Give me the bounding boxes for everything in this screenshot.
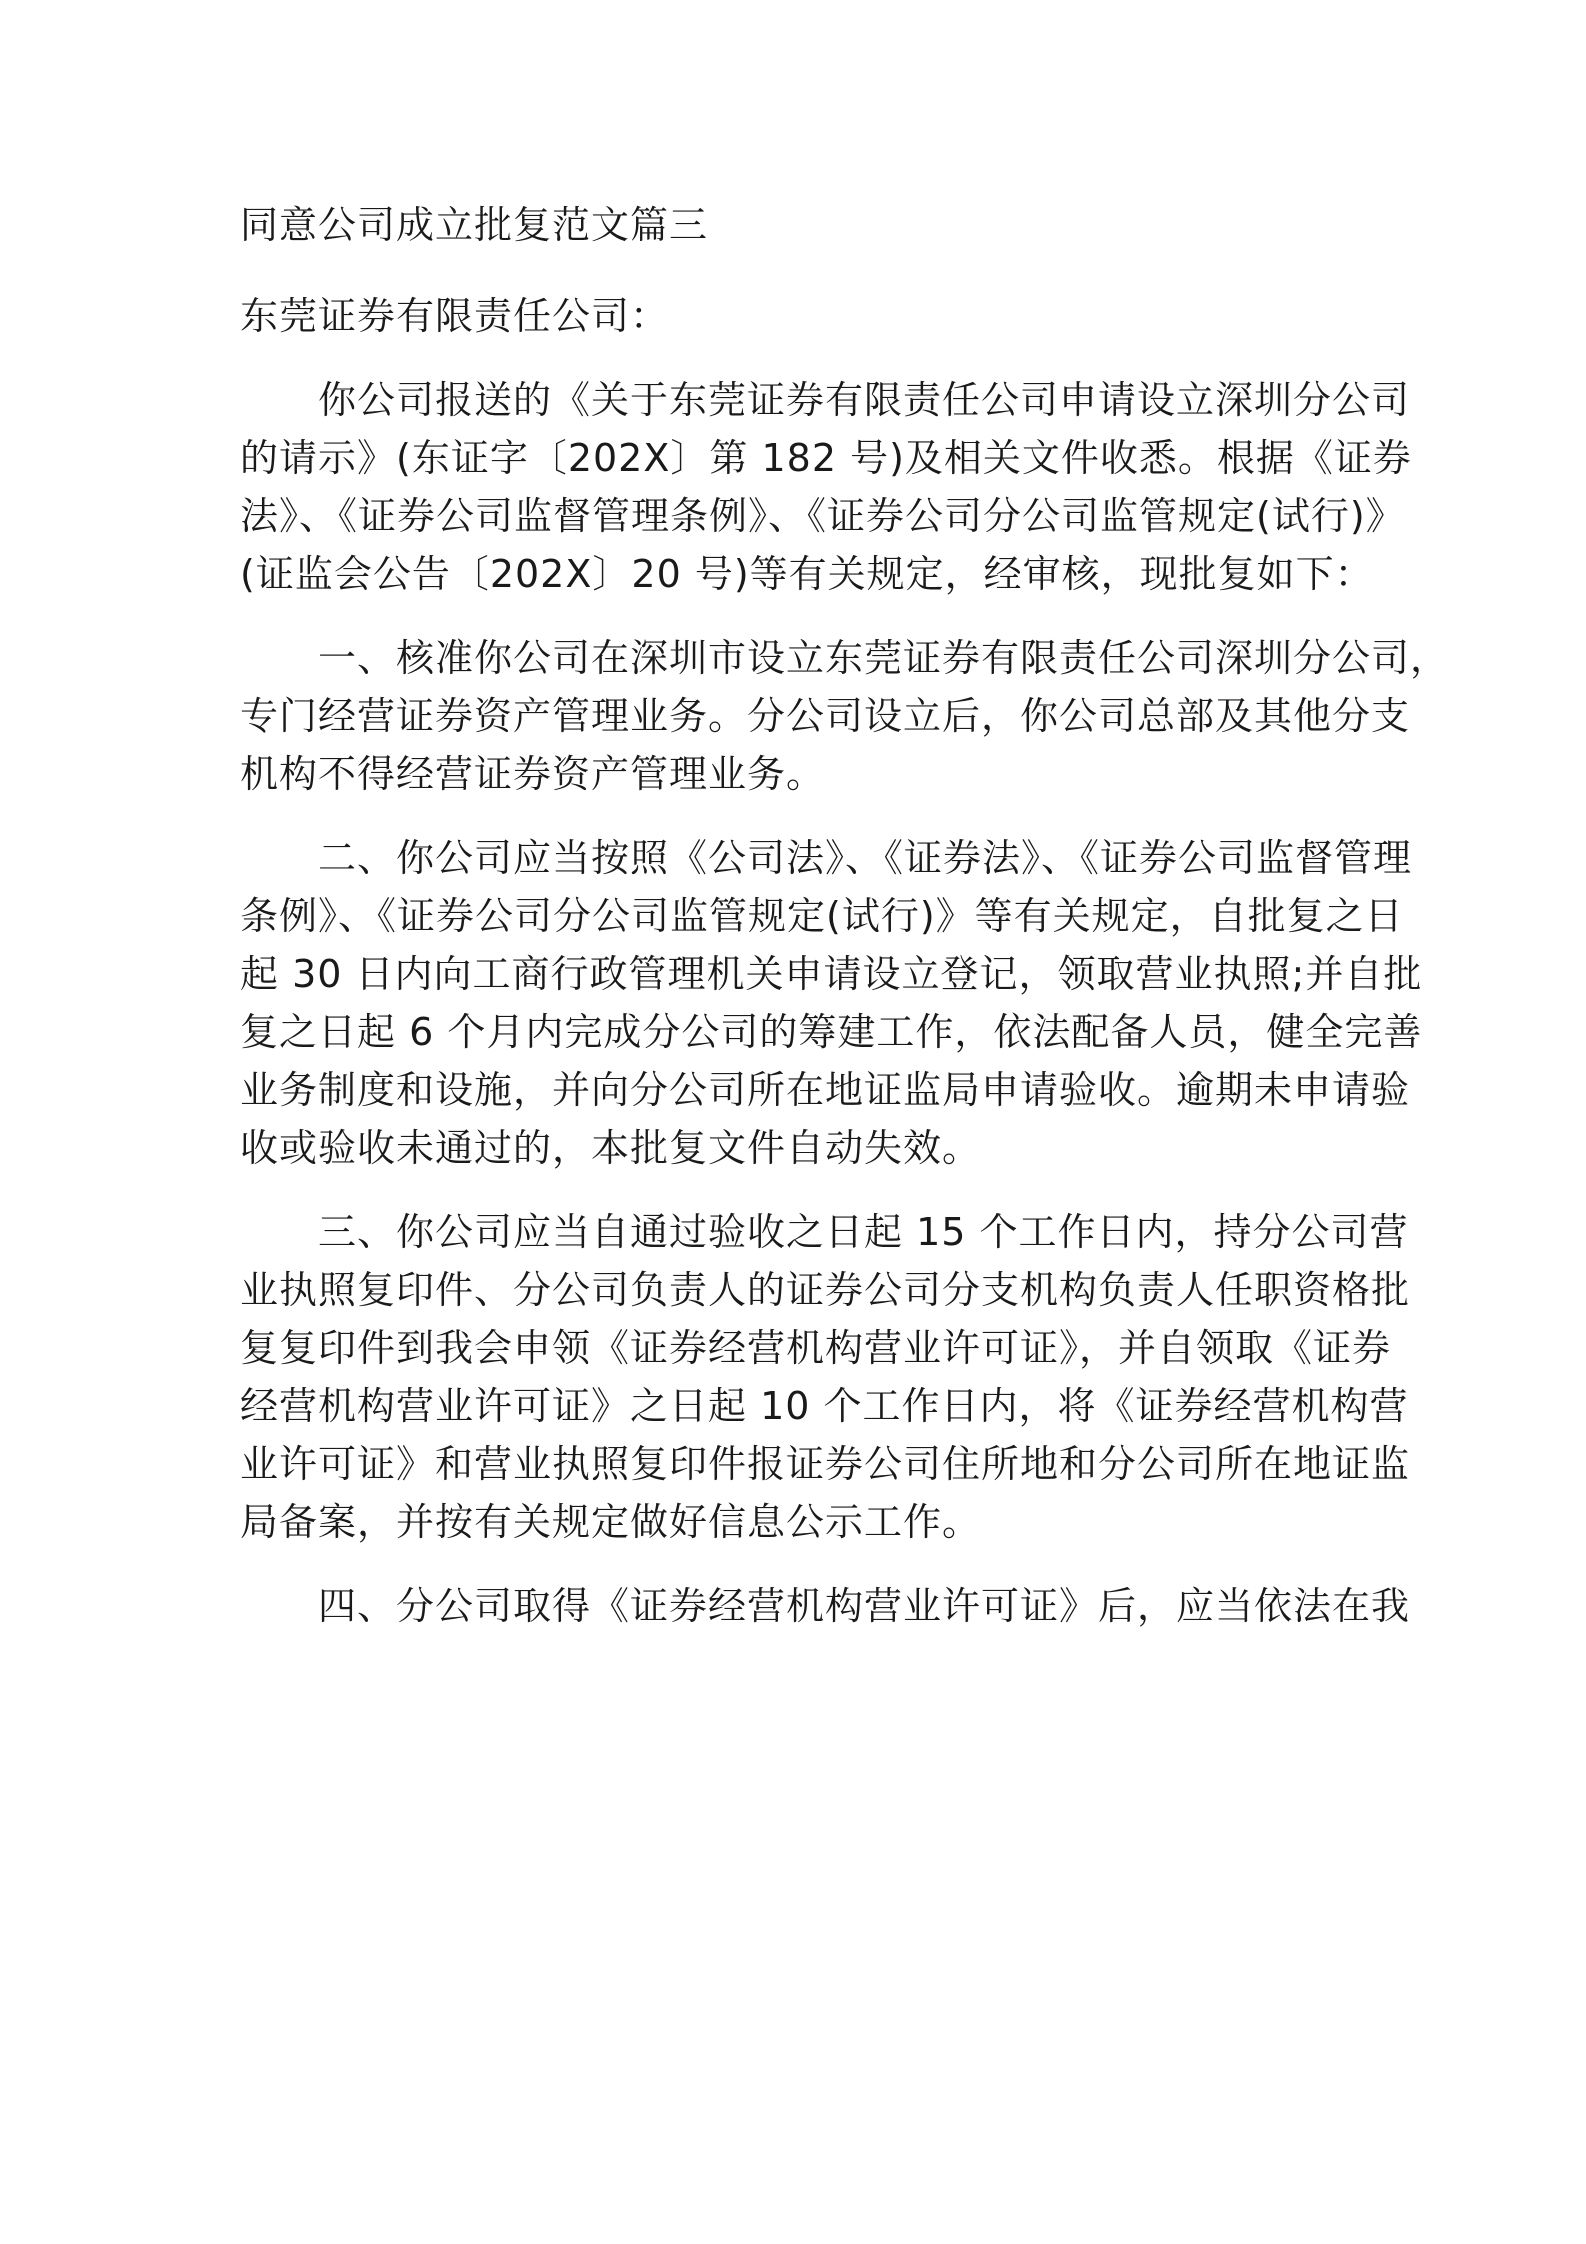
paragraph-line: 经营机构营业许可证》之日起 10 个工作日内，将《证券经营机构营	[240, 1384, 1409, 1428]
paragraph-line: 你公司报送的《关于东莞证券有限责任公司申请设立深圳分公司	[318, 378, 1411, 422]
paragraph-line: 复复印件到我会申领《证券经营机构营业许可证》，并自领取《证券	[240, 1326, 1392, 1370]
paragraph-line: 业许可证》和营业执照复印件报证券公司住所地和分公司所在地证监	[240, 1442, 1411, 1486]
paragraph-line: 四、分公司取得《证券经营机构营业许可证》后，应当依法在我	[318, 1584, 1411, 1628]
paragraph-line: 一、核准你公司在深圳市设立东莞证券有限责任公司深圳分公司，	[318, 636, 1450, 680]
paragraph-line: 复之日起 6 个月内完成分公司的筹建工作，依法配备人员，健全完善	[240, 1010, 1423, 1054]
addressee: 东莞证券有限责任公司：	[240, 294, 670, 338]
paragraph-line: 条例》、《证券公司分公司监管规定(试行)》等有关规定，自批复之日	[240, 894, 1404, 938]
paragraph-2	[240, 629, 1450, 803]
paragraph-line: 二、你公司应当按照《公司法》、《证券法》、《证券公司监督管理	[318, 836, 1413, 880]
paragraph-line: (证监会公告〔202X〕20 号)等有关规定，经审核，现批复如下：	[240, 552, 1374, 596]
paragraph-line: 起 30 日内向工商行政管理机关申请设立登记，领取营业执照;并自批	[240, 952, 1423, 996]
document-body	[240, 196, 1450, 1635]
paragraph-line: 业执照复印件、分公司负责人的证券公司分支机构负责人任职资格批	[240, 1268, 1411, 1312]
paragraph-line: 三、你公司应当自通过验收之日起 15 个工作日内，持分公司营	[318, 1210, 1409, 1254]
paragraph-5	[240, 1577, 1411, 1635]
paragraph-line: 专门经营证券资产管理业务。分公司设立后，你公司总部及其他分支	[240, 694, 1411, 738]
document-title: 同意公司成立批复范文篇三	[240, 203, 709, 247]
paragraph-line: 机构不得经营证券资产管理业务。	[240, 752, 826, 796]
paragraph-line: 业务制度和设施，并向分公司所在地证监局申请验收。逾期未申请验	[240, 1068, 1411, 1112]
paragraph-3	[240, 829, 1423, 1177]
paragraph-line: 局备案，并按有关规定做好信息公示工作。	[240, 1500, 982, 1544]
paragraph-line: 收或验收未通过的，本批复文件自动失效。	[240, 1126, 982, 1170]
paragraph-4	[240, 1203, 1411, 1551]
paragraph-line: 法》、《证券公司监督管理条例》、《证券公司分公司监管规定(试行)》	[240, 494, 1405, 538]
paragraph-line: 的请示》(东证字〔202X〕第 182 号)及相关文件收悉。根据《证券	[240, 436, 1412, 480]
paragraph-1	[240, 371, 1412, 603]
